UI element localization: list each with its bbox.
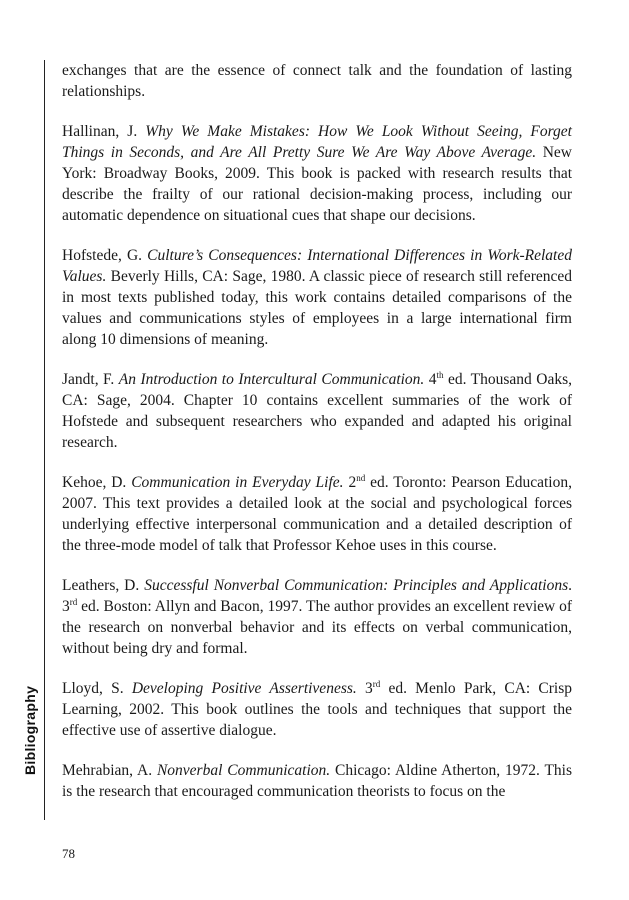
bib-entry: Jandt, F. An Introduction to Intercultural Communication. 4th ed. Thousand Oaks, CA: Sage, 2004. Chapter 10 contains excellent summaries of the work of Hofstede and subsequent researchers who expanded and adapted his original research. — [62, 369, 572, 451]
book-title: Successful Nonverbal Communication: Principles and Applications — [144, 577, 569, 594]
bibliography-body — [62, 60, 572, 821]
page-number: 78 — [62, 846, 75, 861]
book-title: Why We Make Mistakes: How We Look Without Seeing, Forget Things in Seconds, and Are All Pretty Sure We Are Way Above Average. — [62, 123, 572, 161]
bib-entry: Leathers, D. Successful Nonverbal Communication: Principles and Applications. 3rd ed. Boston: Allyn and Bacon, 1997. The author provides an excellent review of the research on nonverbal behavior and its effects on verbal communication, without being dry and formal. — [62, 577, 572, 657]
book-title: Developing Positive Assertiveness. — [131, 680, 357, 697]
bib-entry: Kehoe, D. Communication in Everyday Life. 2nd ed. Toronto: Pearson Education, 2007. This text provides a detailed look at the social and psychological forces underlying effective interpersonal communication and a detailed description of the three-mode model of talk that Professor Kehoe uses in this course. — [62, 472, 572, 554]
bib-entry: Hallinan, J. Why We Make Mistakes: How We Look Without Seeing, Forget Things in Seconds, and Are All Pretty Sure We Are Way Above Average. New York: Broadway Books, 2009. This book is packed with research results that describe the frailty of our rational decision-making process, including our automatic dependence on situational cues that shape our decisions. — [62, 123, 572, 224]
book-title: Communication in Everyday Life. — [131, 474, 344, 491]
bib-entry: Lloyd, S. Developing Positive Assertiveness. 3rd ed. Menlo Park, CA: Crisp Learning, 2002. This book outlines the tools and techniques that support the effective use of assertive dialogue. — [62, 678, 573, 739]
bib-entry: Hofstede, G. Culture’s Consequences: International Differences in Work-Related Values. Beverly Hills, CA: Sage, 1980. A classic piece of research still referenced in most texts published today, this work contains detailed comparisons of the values and communications styles of employees in a large international firm along 10 dimensions of meaning. — [62, 247, 572, 348]
book-title: Nonverbal Communication. — [156, 762, 331, 779]
book-title: An Introduction to Intercultural Communication. — [118, 371, 425, 388]
margin-rule — [44, 60, 45, 820]
section-label: Bibliography — [22, 685, 38, 775]
bib-entry: exchanges that are the essence of connect talk and the foundation of lasting relationships. — [62, 62, 572, 100]
bib-entry: Mehrabian, A. Nonverbal Communication. Chicago: Aldine Atherton, 1972. This is the research that encouraged communication theorists to focus on the — [62, 762, 573, 800]
book-title: Culture’s Consequences: International Differences in Work-Related Values. — [62, 247, 572, 285]
